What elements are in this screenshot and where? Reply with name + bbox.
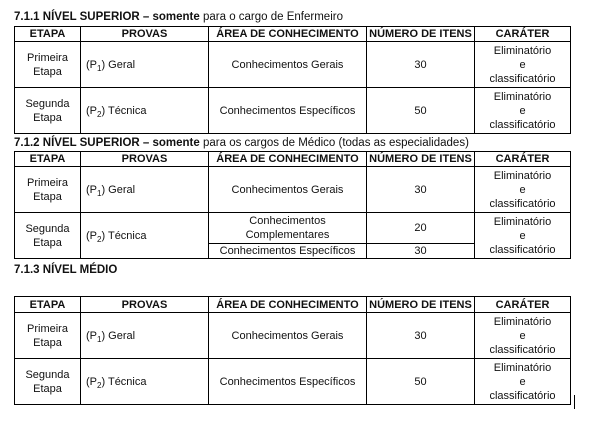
area-cell: Conhecimentos Gerais — [209, 42, 367, 88]
table-row — [15, 88, 571, 134]
header-etapa: ETAPA — [15, 297, 81, 313]
header-itens: NÚMERO DE ITENS — [367, 27, 475, 42]
header-etapa: ETAPA — [15, 27, 81, 42]
table-row — [15, 42, 571, 88]
etapa-cell: Segunda Etapa — [15, 88, 81, 134]
prova-cell: $(P_1)$ Geral — [81, 313, 209, 359]
table-nivel-superior-medico — [14, 151, 571, 259]
prova-cell: $(P_2)$ Técnica — [81, 88, 209, 134]
heading-bold: 7.1.1 NÍVEL SUPERIOR – somente — [14, 11, 200, 23]
section-heading-7-1-3 — [14, 264, 117, 276]
table-nivel-medio — [14, 296, 571, 405]
etapa-cell: Segunda Etapa — [15, 359, 81, 405]
carater-cell: Eliminatório e classificatório — [475, 359, 571, 405]
text-cursor — [574, 395, 575, 409]
carater-cell: Eliminatório e classificatório — [475, 213, 571, 259]
heading-rest: para os cargos de Médico (todas as especialidades) — [199, 137, 469, 149]
section-heading-7-1-1 — [14, 11, 343, 23]
area-cell: Conhecimentos Específicos — [209, 359, 367, 405]
heading-rest: para o cargo de Enfermeiro — [199, 11, 343, 23]
section-heading-7-1-2 — [14, 137, 469, 149]
header-carater: CARÁTER — [475, 27, 571, 42]
itens-cell: 30 — [367, 244, 475, 259]
heading-bold: 7.1.3 NÍVEL MÉDIO — [14, 264, 118, 276]
prova-cell: $(P_2)$ Técnica — [81, 359, 209, 405]
prova-cell: $(P_2)$ Técnica — [81, 213, 209, 259]
itens-cell: 20 — [367, 213, 475, 244]
etapa-cell: Primeira Etapa — [15, 42, 81, 88]
carater-cell: Eliminatório e classificatório — [475, 88, 571, 134]
carater-cell: Eliminatório e classificatório — [475, 313, 571, 359]
table-row — [15, 313, 571, 359]
itens-cell: 50 — [367, 88, 475, 134]
carater-cell: Eliminatório e classificatório — [475, 167, 571, 213]
table-nivel-superior-enfermeiro — [14, 26, 571, 134]
etapa-cell: Segunda Etapa — [15, 213, 81, 259]
header-itens: NÚMERO DE ITENS — [367, 152, 475, 167]
table-row — [15, 359, 571, 405]
header-provas: PROVAS — [81, 297, 209, 313]
header-provas: PROVAS — [81, 152, 209, 167]
header-area: ÁREA DE CONHECIMENTO — [209, 27, 367, 42]
table-row — [15, 167, 571, 213]
itens-cell: 30 — [367, 167, 475, 213]
table-header-row — [15, 27, 571, 42]
itens-cell: 50 — [367, 359, 475, 405]
header-provas: PROVAS — [81, 27, 209, 42]
area-cell: Conhecimentos Complementares — [209, 213, 367, 244]
header-area: ÁREA DE CONHECIMENTO — [209, 297, 367, 313]
itens-cell: 30 — [367, 42, 475, 88]
table-header-row — [15, 152, 571, 167]
area-cell: Conhecimentos Gerais — [209, 313, 367, 359]
header-etapa: ETAPA — [15, 152, 81, 167]
carater-cell: Eliminatório e classificatório — [475, 42, 571, 88]
etapa-cell: Primeira Etapa — [15, 313, 81, 359]
header-itens: NÚMERO DE ITENS — [367, 297, 475, 313]
header-carater: CARÁTER — [475, 297, 571, 313]
area-cell: Conhecimentos Específicos — [209, 88, 367, 134]
heading-bold: 7.1.2 NÍVEL SUPERIOR – somente — [14, 137, 200, 149]
etapa-cell: Primeira Etapa — [15, 167, 81, 213]
area-cell: Conhecimentos Específicos — [209, 244, 367, 259]
header-carater: CARÁTER — [475, 152, 571, 167]
prova-cell: $(P_1)$ Geral — [81, 167, 209, 213]
table-header-row — [15, 297, 571, 313]
itens-cell: 30 — [367, 313, 475, 359]
area-cell: Conhecimentos Gerais — [209, 167, 367, 213]
table-row — [15, 213, 571, 244]
prova-cell: $(P_1)$ Geral — [81, 42, 209, 88]
header-area: ÁREA DE CONHECIMENTO — [209, 152, 367, 167]
